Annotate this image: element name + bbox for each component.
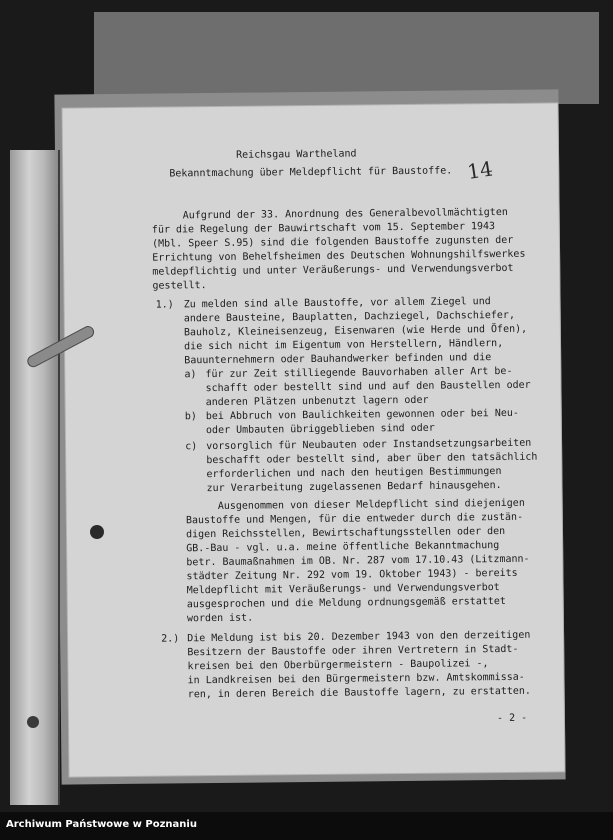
intro-line: gestellt. [152, 280, 207, 292]
item-2-line: Besitzern der Baustoffe oder ihren Vertretern in Stadt- [187, 643, 519, 659]
item-2-line: Die Meldung ist bis 20. Dezember 1943 von den derzeitigen [187, 629, 531, 645]
subitem-a-label: a) [184, 369, 197, 381]
archive-label: Archiwum Państwowe w Poznaniu [6, 819, 197, 830]
subitem-b-label: b) [184, 411, 197, 423]
subitem-a-line: anderen Plätzen unbenutzt lagern oder [205, 394, 429, 409]
intro-line: (Mbl. Speer S.95) sind die folgenden Baustoffe zugunsten der [151, 234, 514, 250]
item-1-line: die sich nicht im Eigentum von Herstellern, Händlern, [184, 337, 504, 353]
handwritten-page-number: 14 [465, 156, 495, 184]
subitem-c-line: erforderlichen und nach den heutigen Bestimmungen [206, 465, 502, 481]
exception-line: GB.-Bau - vgl. u.a. meine öffentliche Bekanntmachung [186, 540, 500, 555]
item-2-line: ren, in deren Bereich die Baustoffe lagern, zu erstatten. [187, 685, 531, 701]
page-marker: - 2 - [496, 712, 528, 725]
exception-line: worden ist. [186, 612, 254, 625]
item-1-line: Zu melden sind alle Baustoffe, vor allem Ziegel und [183, 296, 491, 311]
subitem-a-line: für zur Zeit stilliegende Bauvorhaben aller Art be- [205, 365, 513, 381]
subitem-c-label: c) [185, 441, 198, 453]
item-2-number: 2.) [161, 633, 180, 645]
exception-line: Baustoffe und Mengen, für die entweder durch die zustän- [185, 511, 524, 527]
exception-line: städter Zeitung Nr. 292 vom 19. Oktober 1943) - bereits [186, 567, 518, 583]
intro-line: meldepflichtig und unter Veräußerungs- und Verwendungsverbot [152, 262, 514, 278]
subitem-b-line: bei Abbruch von Baulichkeiten gewonnen oder bei Neu- [205, 407, 519, 423]
subitem-c-line: beschafft oder bestellt sind, aber über den tatsächlich [206, 451, 538, 467]
intro-line: Errichtung von Behelfsheimen des Deutschen Wohnungshilfswerkes [152, 248, 526, 264]
subitem-c-line: zur Verarbeitung zugelassenen Bedarf hinausgehen. [206, 479, 502, 495]
exception-line: ausgesprochen und die Meldung ordnungsgemäß erstattet [186, 595, 506, 611]
item-1-number: 1.) [155, 299, 174, 311]
item-2-line: kreisen bei den Oberbürgermeistern - Baupolizei -, [187, 658, 489, 673]
subitem-b-line: oder Umbauten übriggeblieben sind oder [205, 422, 435, 437]
exception-line: betr. Baumaßnahmen im OB. Nr. 287 vom 17.10.43 (Litzmann- [186, 553, 530, 569]
intro-line: Aufgrund der 33. Anordnung des Generalbevollmächtigten [182, 206, 508, 222]
heading-title: Bekanntmachung über Meldepflicht für Baustoffe. [169, 165, 453, 180]
subitem-c-line: vorsorglich für Neubauten oder Instandsetzungsarbeiten [206, 437, 532, 453]
heading-region: Reichsgau Wartheland [236, 148, 357, 161]
subitem-a-line: schafft oder bestellt sind und auf den Baustellen oder [205, 379, 531, 395]
exception-line: digen Reichsstellen, Bewirtschaftungsstellen oder den [186, 525, 506, 541]
intro-line: für die Regelung der Bauwirtschaft vom 15. September 1943 [151, 221, 496, 236]
item-1-line: Bauunternehmern oder Bauhandwerker befinden und die [184, 352, 492, 367]
exception-line: Ausgenommen von dieser Meldepflicht sind diejenigen [217, 497, 525, 512]
archive-footer [0, 812, 613, 840]
exception-line: Meldepflicht mit Veräußerungs- und Verwendungsverbot [186, 582, 500, 597]
item-2-line: in Landkreisen bei den Bürgermeistern bzw. Amtskommissa- [187, 671, 525, 687]
item-1-line: Bauholz, Kleineisenzeug, Eisenwaren (wie Herde und Öfen), [183, 323, 528, 339]
item-1-line: andere Bausteine, Bauplatten, Dachziegel, Dachschiefer, [183, 309, 516, 325]
